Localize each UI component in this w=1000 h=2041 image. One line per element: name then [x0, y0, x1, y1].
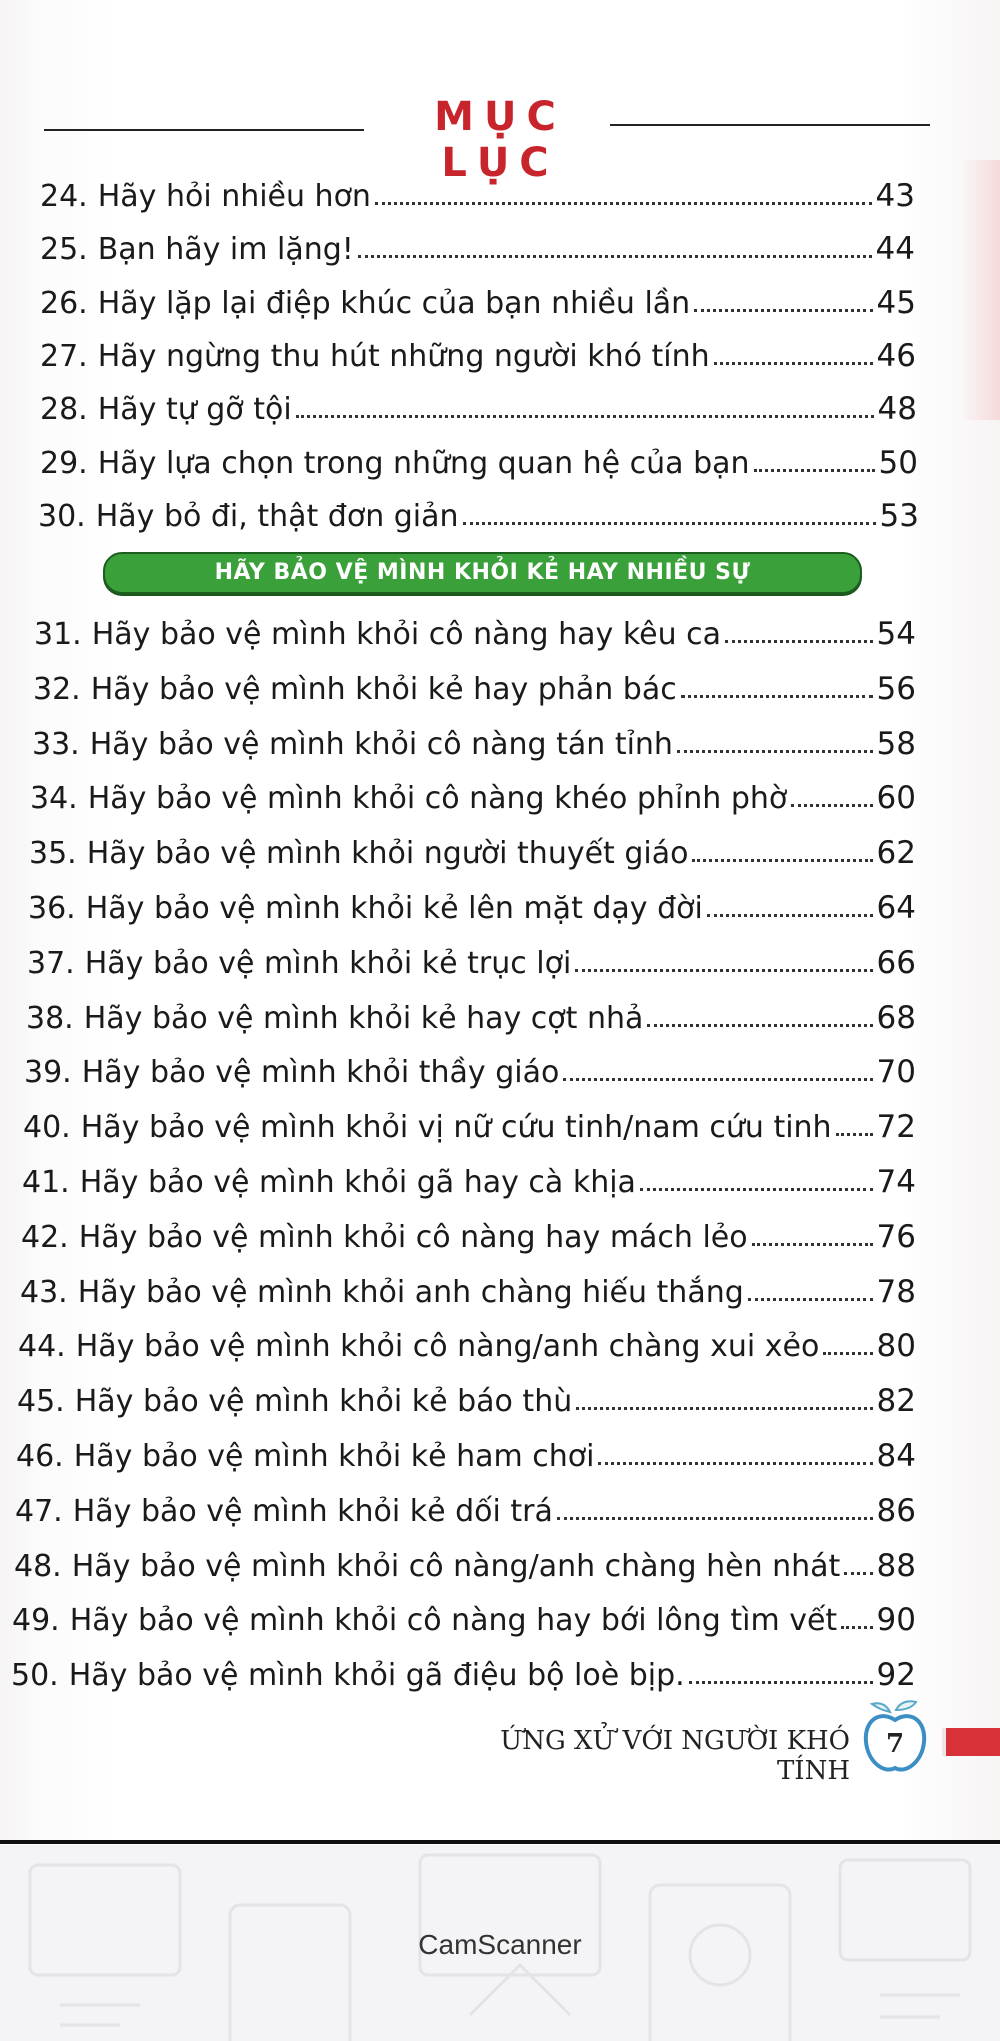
toc-entry [20, 1264, 916, 1310]
entry-title: Hãy bảo vệ mình khỏi thầy giáo [81, 1055, 560, 1091]
entry-page-number: 48 [877, 391, 917, 428]
toc-entry [30, 770, 916, 816]
page-edge-tint [960, 160, 1000, 420]
entry-number: 45. [17, 1384, 65, 1420]
entry-title: Hãy bảo vệ mình khỏi cô nàng/anh chàng xui xẻo [75, 1329, 820, 1365]
entry-number: 38. [26, 1000, 74, 1036]
dot-leader [647, 1024, 872, 1027]
entry-title: Hãy bảo vệ mình khỏi cô nàng hay bới lông tìm vết [69, 1603, 838, 1639]
entry-number: 32. [33, 671, 81, 707]
entry-page-number: 44 [875, 231, 915, 268]
toc-entry [40, 381, 917, 427]
entry-number: 37. [27, 945, 75, 981]
toc-entry [24, 1044, 916, 1090]
dot-leader [844, 1572, 872, 1575]
entry-number: 41. [22, 1165, 70, 1200]
entry-number: 34. [30, 781, 78, 817]
toc-entry [40, 221, 915, 267]
entry-page-number: 68 [876, 999, 916, 1036]
entry-title: Hãy bảo vệ mình khỏi người thuyết giáo [86, 836, 689, 872]
toc-entry [14, 1538, 916, 1584]
entry-number: 33. [32, 726, 80, 762]
entry-number: 44. [18, 1329, 66, 1365]
entry-page-number: 45 [876, 284, 916, 321]
entry-title: Hãy lựa chọn trong những quan hệ của bạn [97, 445, 750, 481]
entry-page-number: 62 [876, 835, 916, 872]
entry-title: Hãy hỏi nhiều hơn [97, 179, 371, 214]
section-banner: HÃY BẢO VỆ MÌNH KHỎI KẺ HAY NHIỀU SỰ [103, 552, 862, 594]
toc-entry [12, 1592, 916, 1638]
entry-page-number: 64 [876, 890, 916, 926]
entry-number: 49. [12, 1603, 60, 1639]
entry-page-number: 70 [876, 1054, 916, 1091]
dot-leader [823, 1352, 872, 1355]
page-number: 7 [885, 1729, 905, 1759]
entry-title: Hãy bảo vệ mình khỏi anh chàng hiếu thắng [77, 1274, 744, 1310]
toc-entry [23, 1099, 916, 1145]
entry-number: 46. [16, 1439, 64, 1474]
entry-title: Hãy bảo vệ mình khỏi kẻ hay cợt nhả [83, 1000, 644, 1036]
dot-leader [677, 750, 873, 753]
entry-page-number: 72 [876, 1109, 916, 1146]
dot-leader [463, 522, 876, 525]
dot-leader [296, 415, 874, 418]
entry-title: Hãy bảo vệ mình khỏi kẻ lên mặt dạy đời [85, 891, 703, 926]
entry-number: 26. [40, 285, 88, 321]
dot-leader [689, 1681, 873, 1684]
dot-leader [841, 1626, 872, 1629]
entry-page-number: 90 [876, 1602, 916, 1639]
entry-page-number: 56 [876, 670, 916, 707]
entry-page-number: 53 [879, 497, 919, 534]
apple-icon [860, 1698, 930, 1776]
entry-title: Hãy lặp lại điệp khúc của bạn nhiều lần [97, 285, 691, 321]
entry-number: 36. [28, 891, 76, 926]
page-title: MỤC LỤC [434, 94, 566, 186]
entry-page-number: 74 [876, 1164, 916, 1200]
entry-number: 43. [20, 1274, 68, 1310]
entry-title: Hãy bảo vệ mình khỏi kẻ báo thù [74, 1384, 573, 1420]
toc-entry [40, 168, 915, 214]
entry-title: Hãy ngừng thu hút những người khó tính [97, 338, 710, 374]
dot-leader [836, 1133, 873, 1136]
entry-page-number: 86 [876, 1492, 916, 1529]
toc-entry [34, 606, 916, 652]
entry-page-number: 60 [876, 780, 916, 817]
entry-title: Hãy bảo vệ mình khỏi gã điệu bộ loè bịp. [68, 1658, 685, 1694]
footer-accent-bar [942, 1728, 1000, 1756]
toc-entry [21, 1209, 916, 1255]
dot-leader [707, 914, 873, 917]
entry-page-number: 82 [876, 1383, 916, 1420]
toc-entry [27, 935, 916, 981]
toc-entry [16, 1428, 916, 1474]
toc-entry [40, 275, 916, 321]
dot-leader [681, 695, 873, 698]
dot-leader [598, 1462, 872, 1465]
entry-title: Hãy bảo vệ mình khỏi cô nàng tán tỉnh [89, 726, 673, 762]
entry-title: Hãy bỏ đi, thật đơn giản [95, 498, 459, 534]
entry-title: Hãy bảo vệ mình khỏi kẻ trục lợi [84, 945, 572, 981]
entry-number: 31. [34, 617, 82, 652]
toc-entry [17, 1373, 916, 1419]
entry-title: Hãy tự gỡ tội [97, 392, 292, 428]
dot-leader [791, 804, 872, 807]
dot-leader [640, 1188, 873, 1191]
entry-page-number: 84 [876, 1438, 916, 1474]
book-title-footer: ỨNG XỬ VỚI NGƯỜI KHÓ TÍNH [500, 1726, 850, 1786]
entry-title: Hãy bảo vệ mình khỏi cô nàng khéo phỉnh phờ [87, 781, 788, 817]
entry-number: 39. [24, 1055, 72, 1091]
toc-entry [32, 716, 916, 762]
entry-number: 35. [29, 836, 77, 872]
entry-page-number: 43 [875, 178, 915, 214]
entry-title: Hãy bảo vệ mình khỏi gã hay cà khịa [79, 1165, 636, 1200]
toc-entry [18, 1318, 916, 1364]
entry-title: Hãy bảo vệ mình khỏi cô nàng hay mách lẻo [78, 1219, 748, 1255]
dot-leader [563, 1078, 872, 1081]
entry-title: Hãy bảo vệ mình khỏi cô nàng hay kêu ca [91, 617, 722, 652]
toc-entry [15, 1483, 916, 1529]
toc-entry [22, 1154, 916, 1200]
entry-page-number: 50 [878, 444, 918, 481]
toc-entry [29, 825, 916, 871]
toc-entry [38, 488, 919, 534]
entry-number: 25. [40, 232, 88, 268]
entry-page-number: 78 [876, 1273, 916, 1310]
dot-leader [725, 640, 873, 643]
page-bottom-rule [0, 1840, 1000, 1844]
entry-page-number: 54 [876, 616, 916, 652]
entry-number: 30. [38, 498, 86, 534]
entry-page-number: 92 [876, 1657, 916, 1694]
entry-number: 29. [40, 445, 88, 481]
entry-number: 27. [40, 338, 88, 374]
dot-leader [752, 1243, 873, 1246]
dot-leader [694, 309, 872, 312]
entry-title: Hãy bảo vệ mình khỏi vị nữ cứu tinh/nam cứu tinh [80, 1110, 832, 1146]
toc-entry [28, 880, 916, 926]
header-rule-right [610, 124, 930, 126]
entry-title: Hãy bảo vệ mình khỏi kẻ hay phản bác [90, 671, 677, 707]
dot-leader [714, 362, 873, 365]
toc-entry [26, 990, 916, 1036]
entry-page-number: 66 [876, 944, 916, 981]
toc-entry [11, 1647, 916, 1693]
toc-entry [33, 661, 916, 707]
entry-number: 50. [11, 1658, 59, 1694]
entry-number: 40. [23, 1110, 71, 1146]
dot-leader [557, 1517, 873, 1520]
toc-entry [40, 328, 916, 374]
dot-leader [692, 859, 872, 862]
entry-title: Hãy bảo vệ mình khỏi cô nàng/anh chàng hèn nhát [71, 1548, 841, 1584]
entry-page-number: 46 [876, 337, 916, 374]
entry-page-number: 88 [876, 1547, 916, 1584]
entry-page-number: 58 [876, 725, 916, 762]
dot-leader [375, 202, 872, 205]
entry-title: Bạn hãy im lặng! [97, 232, 354, 268]
entry-number: 42. [21, 1219, 69, 1255]
toc-entry [40, 435, 918, 481]
entry-title: Hãy bảo vệ mình khỏi kẻ dối trá [72, 1493, 553, 1529]
dot-leader [576, 1407, 872, 1410]
dot-leader [575, 969, 872, 972]
toc-header [40, 94, 930, 186]
entry-title: Hãy bảo vệ mình khỏi kẻ ham chơi [73, 1439, 595, 1474]
entry-number: 47. [15, 1493, 63, 1529]
entry-number: 24. [40, 179, 88, 214]
dot-leader [358, 255, 872, 258]
camscanner-watermark: CamScanner [418, 1929, 582, 1960]
entry-number: 48. [14, 1548, 62, 1584]
header-rule-left [44, 129, 364, 131]
dot-leader [748, 1298, 873, 1301]
entry-number: 28. [40, 392, 88, 428]
dot-leader [754, 469, 875, 472]
entry-page-number: 80 [876, 1328, 916, 1365]
entry-page-number: 76 [876, 1218, 916, 1255]
